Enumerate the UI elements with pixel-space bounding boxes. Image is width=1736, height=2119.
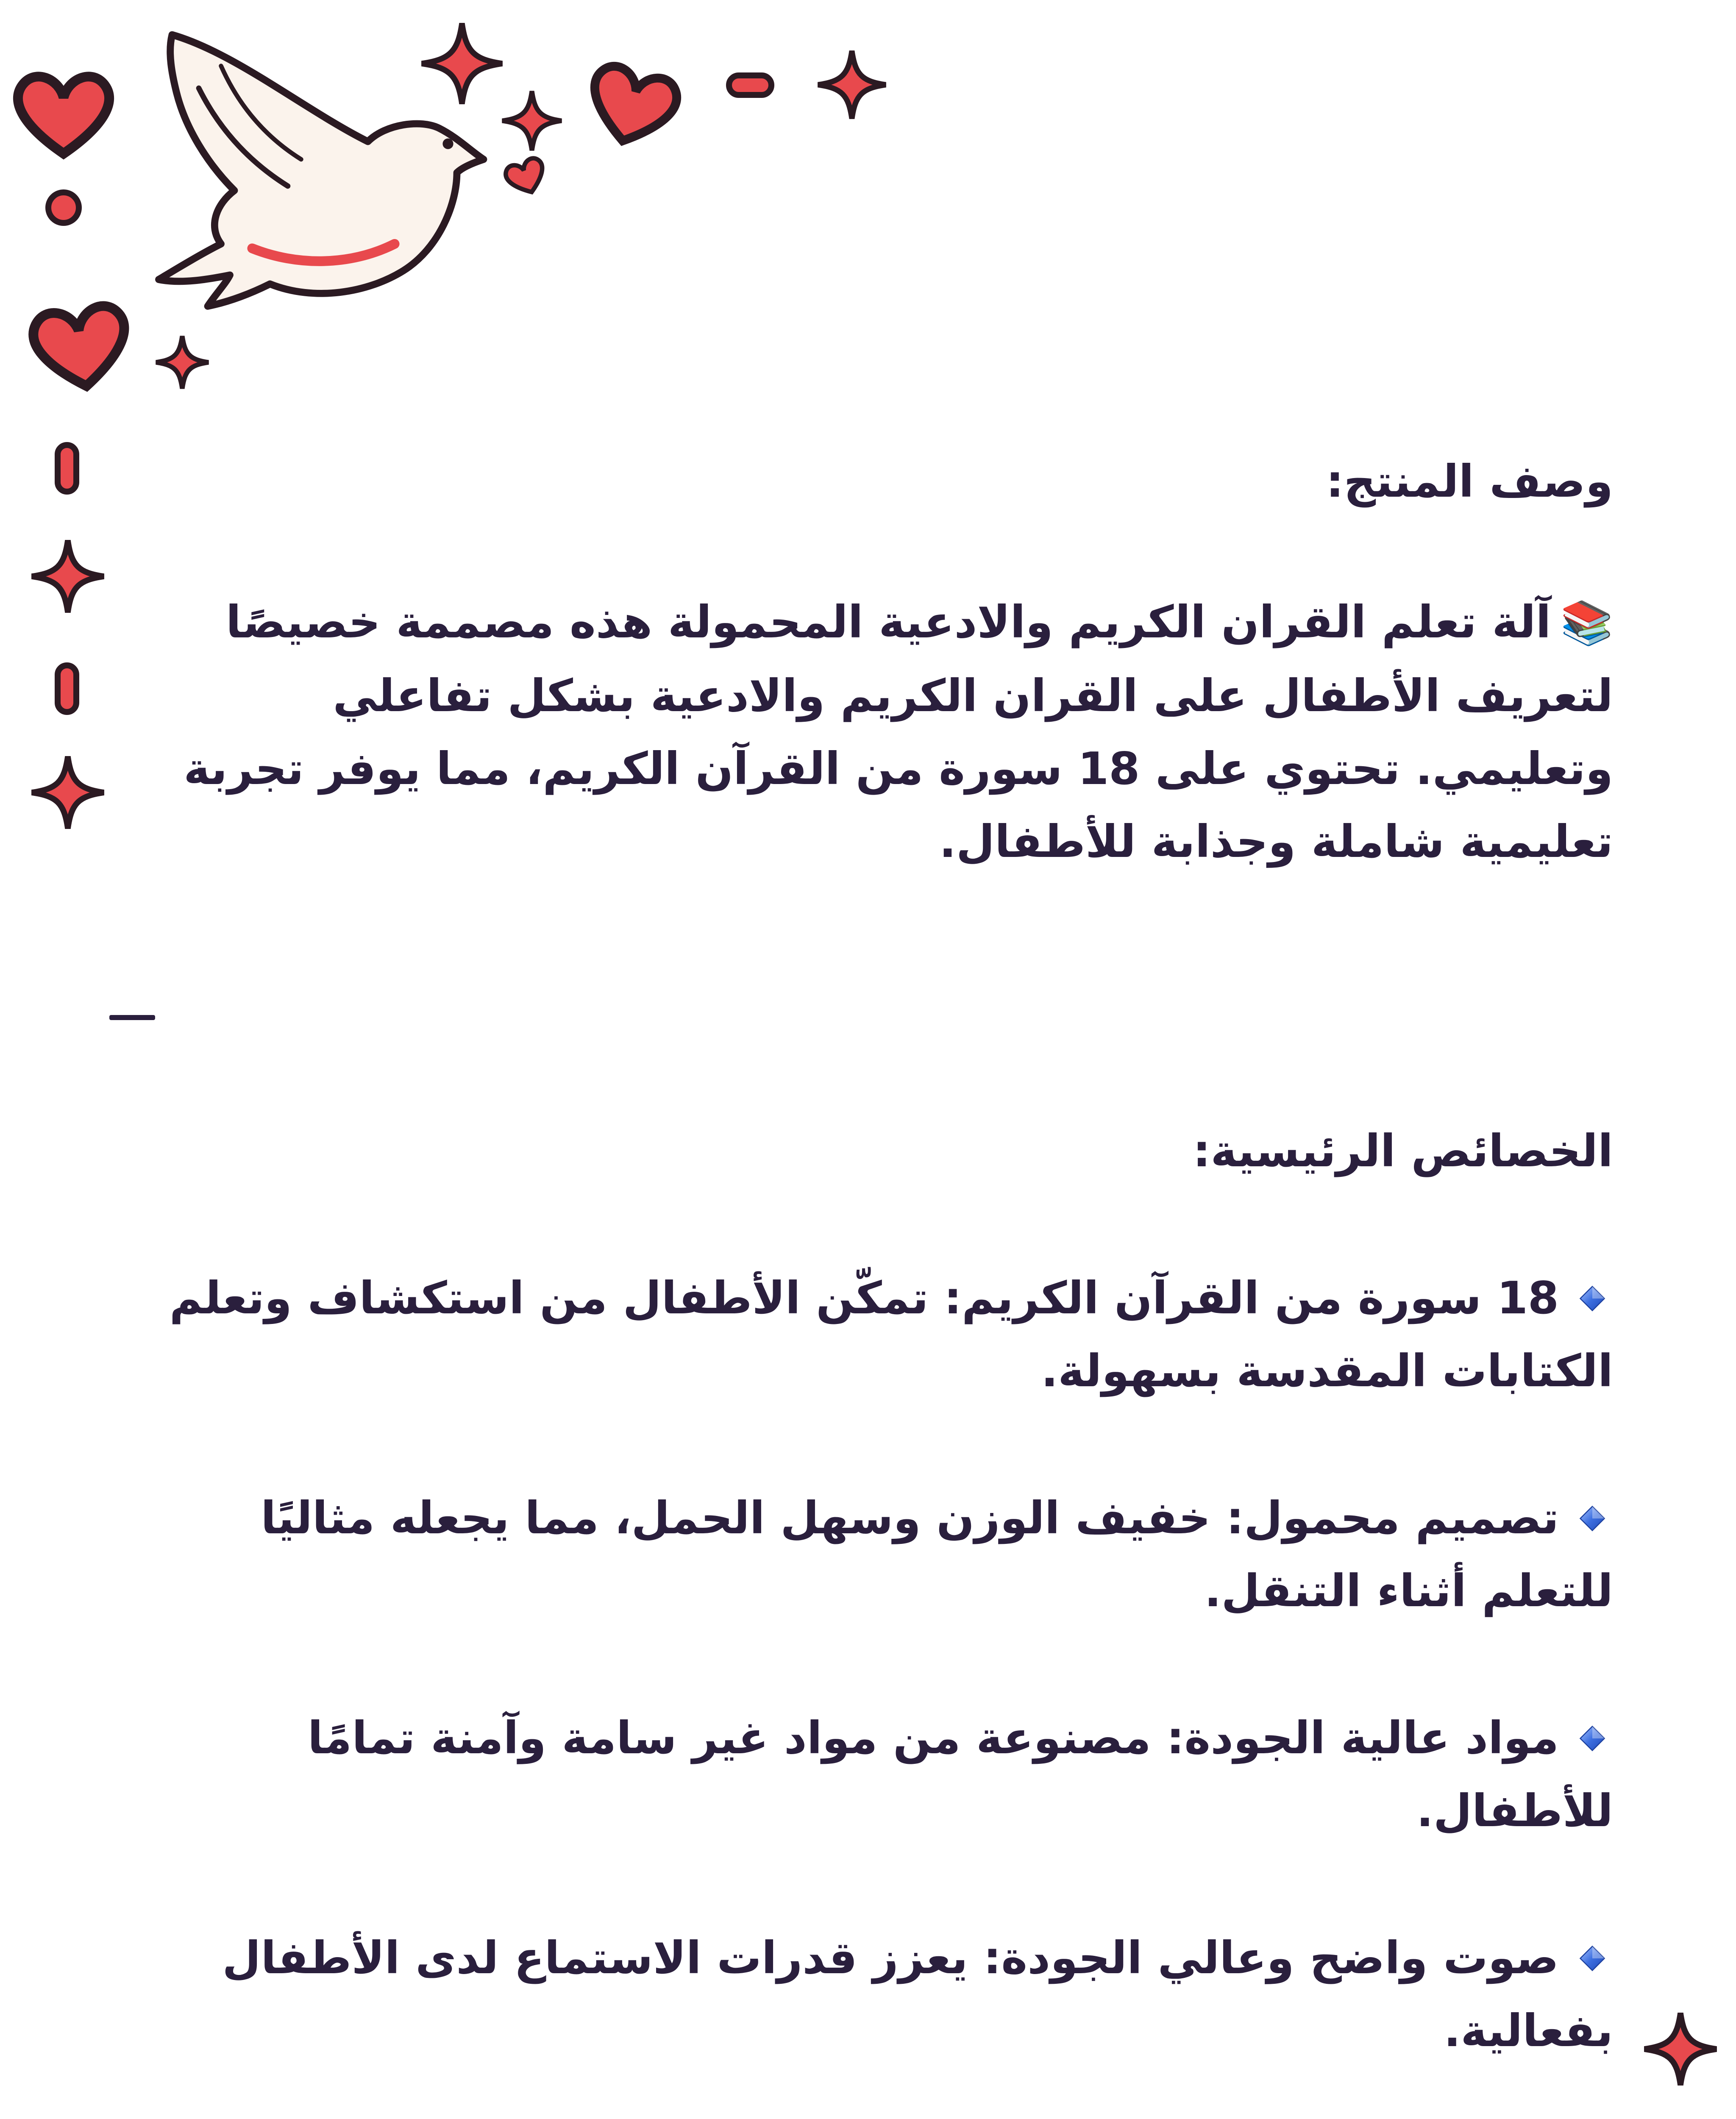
feature-text: مواد عالية الجودة: مصنوعة من مواد غير سامة وآمنة تمامًا للأطفال. bbox=[307, 1712, 1613, 1837]
feature-item bbox=[130, 1702, 1613, 1847]
blue-diamond-icon bbox=[1579, 1725, 1605, 1752]
features-heading: الخصائص الرئيسية: bbox=[1193, 1125, 1613, 1177]
blue-diamond-icon bbox=[1579, 1945, 1605, 1972]
feature-text: 18 سورة من القرآن الكريم: تمكّن الأطفال من استكشاف وتعلم الكتابات المقدسة بسهولة. bbox=[169, 1272, 1613, 1397]
decor-sparkle bbox=[1644, 2013, 1717, 2085]
blue-diamond-icon bbox=[1579, 1285, 1605, 1312]
decor-sparkle bbox=[502, 91, 562, 150]
product-description bbox=[130, 445, 1613, 878]
section-divider bbox=[109, 1015, 155, 1020]
decor-heart bbox=[582, 62, 681, 151]
decor-dash bbox=[58, 445, 76, 492]
decor-sparkle bbox=[422, 23, 502, 104]
decor-dot bbox=[48, 192, 79, 223]
description-paragraph bbox=[130, 586, 1613, 878]
feature-text: صوت واضح وعالي الجودة: يعزز قدرات الاستماع لدى الأطفال بفعالية. bbox=[222, 1932, 1613, 2057]
feature-item bbox=[130, 1262, 1613, 1407]
decor-sparkle bbox=[32, 540, 104, 612]
feature-item bbox=[130, 1922, 1613, 2067]
decor-heart bbox=[18, 77, 109, 154]
description-heading: وصف المنتج: bbox=[1326, 456, 1613, 507]
blue-diamond-icon bbox=[1579, 1505, 1605, 1532]
decor-sparkle bbox=[818, 51, 886, 119]
feature-item bbox=[130, 1482, 1613, 1627]
feature-text: تصميم محمول: خفيف الوزن وسهل الحمل، مما يجعله مثاليًا للتعلم أثناء التنقل. bbox=[261, 1492, 1613, 1617]
decor-sparkle bbox=[156, 336, 209, 389]
decor-sparkle bbox=[32, 756, 104, 829]
decor-heart bbox=[31, 303, 131, 392]
dove-illustration-top bbox=[159, 35, 550, 306]
decor-dash bbox=[729, 75, 771, 95]
decor-dash bbox=[58, 665, 76, 712]
features-section bbox=[130, 1115, 1613, 2119]
books-icon: 📚 bbox=[1560, 598, 1613, 648]
description-text: آلة تعلم القران الكريم والادعية المحمولة هذه مصممة خصيصًا لتعريف الأطفال على القران الكريم والادعية بشكل تفاعلي وتعليمي. تحتوي على 18 سورة من القرآن الكريم، مما يوفر تجربة تعليمية شاملة وجذابة للأطفال. bbox=[184, 596, 1613, 868]
